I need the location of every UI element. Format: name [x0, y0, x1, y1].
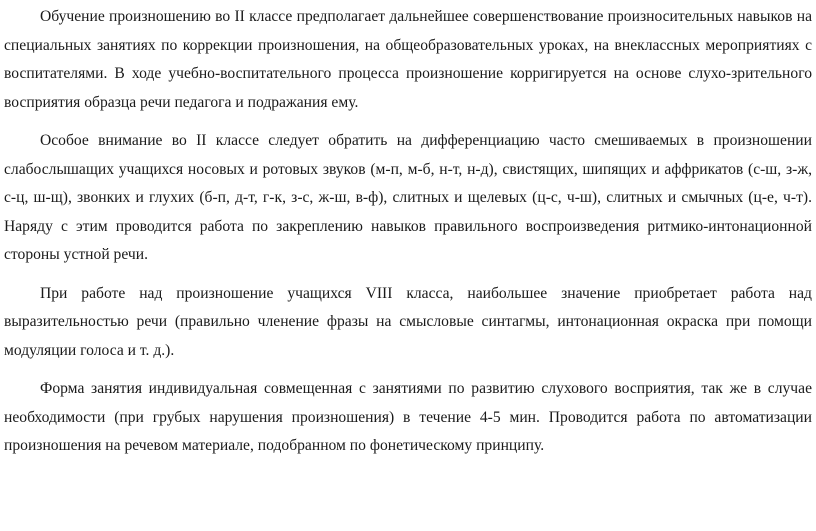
paragraph-2: Особое внимание во II классе следует обратить на дифференциацию часто смешиваемых в произношении слабослышащих учащихся носовых и ротовых звуков (м-п, м-б, н-т, н-д), свистящих, шипящих и аффрикатов (с-ш, з-ж, с-ц, ш-щ), звонких и глухих (б-п, д-т, г-к, з-с, ж-ш, в-ф), слитных и щелевых (ц-с, ч-ш), слитных и смычных (ц-е, ч-т). Наряду с этим проводится работа по закреплению навыков правильного воспроизведения ритмико-интонационной стороны устной речи. — [4, 132, 812, 263]
paragraph-4: Форма занятия индивидуальная совмещенная с занятиями по развитию слухового восприятия, так же в случае необходимости (при грубых нарушения произношения) в течение 4-5 мин. Проводится работа по автоматизации произношения на речевом материале, подобранном по фонетическому принципу. — [4, 380, 812, 454]
paragraph-3: При работе над произношение учащихся VIII класса, наибольшее значение приобретает работа над выразительностью речи (правильно членение фразы на смысловые синтагмы, интонационная окраска при помощи модуляции голоса и т. д.). — [4, 284, 812, 359]
paragraph-1: Обучение произношению во II классе предполагает дальнейшее совершенствование произносительных навыков на специальных занятиях по коррекции произношения, на общеобразовательных уроках, на внеклассных мероприятиях с воспитателями. В ходе учебно-воспитательного процесса произношение корригируется на основе слухо-зрительного восприятия образца речи педагога и подражания ему. — [4, 8, 812, 111]
